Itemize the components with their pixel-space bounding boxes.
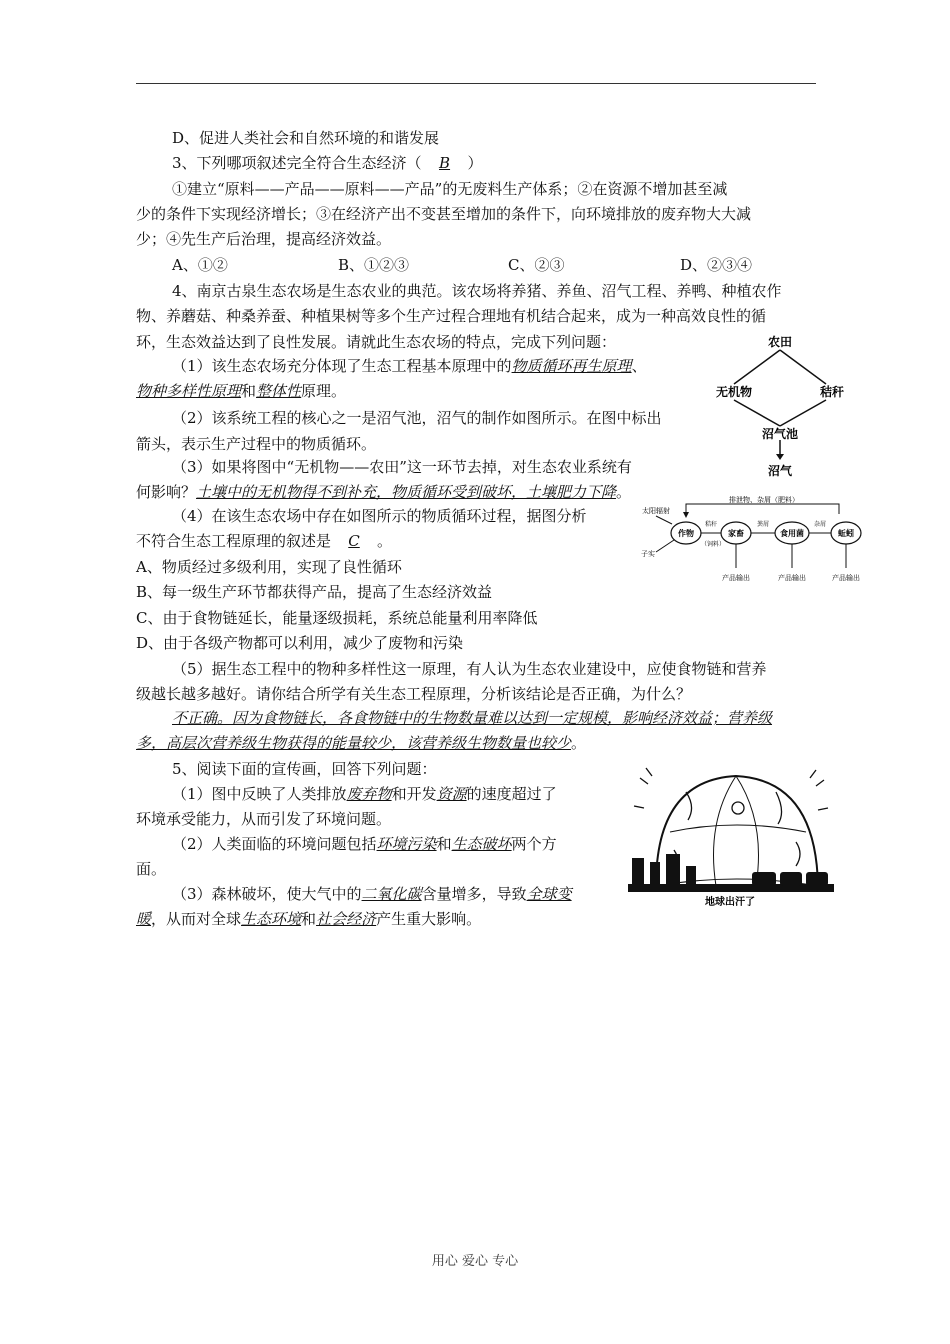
answer-p2-a1: 环境污染 — [376, 835, 437, 853]
q4-body-1: 4、南京古泉生态农场是生态农业的典范。该农场将养猪、养鱼、沼气工程、养鸭、种植农作 — [172, 282, 782, 300]
page-footer: 用心 爱心 专心 — [431, 1254, 519, 1269]
diagram1-inorganic: 无机物 — [715, 385, 753, 399]
q5-sub-3-line1: （3）森林破坏，使大气中的二氧化碳含量增多，导致全球变 — [172, 885, 572, 903]
earth-sweating-poster — [626, 762, 836, 912]
q3-option-d: D、②③④ — [680, 256, 753, 274]
q4-sub-4-a: A、物质经过多级利用，实现了良性循环 — [136, 558, 402, 576]
q5-sub-2-line2: 面。 — [136, 860, 167, 878]
diagram1-straw: 秸秆 — [819, 385, 845, 399]
diagram2-top-label: 排泄物、杂屑（肥料） — [729, 496, 799, 504]
q5-sub-2-line1: （2）人类面临的环境问题包括环境污染和生态破坏两个方 — [172, 835, 557, 853]
material-cycle-diagram — [634, 496, 880, 590]
q3-body-3: 少；④先生产后治理，提高经济效益。 — [136, 230, 392, 248]
q5-sub-3-line2: 暖，从而对全球生态环境和社会经济产生重大影响。 — [136, 910, 482, 928]
answer-p1-a1: 废弃物 — [346, 785, 392, 803]
diagram2-output-3: 产品输出 — [832, 574, 860, 582]
diagram2-crop: 作物 — [678, 529, 694, 538]
q4-body-2: 物、养蘑菇、种桑养蚕、种植果树等多个生产过程合理地有机结合起来，成为一种高效良性的循 — [136, 307, 767, 325]
diagram2-output-1: 产品输出 — [722, 574, 750, 582]
q4-sub-1-cont: 物种多样性原理和整体性原理。 — [136, 382, 347, 400]
answer-q3: B — [439, 154, 451, 172]
diagram2-scraps: 杂屑 — [813, 521, 827, 528]
answer-s1-a1: 物质循环再生原理 — [511, 357, 632, 375]
biogas-cycle-diagram — [700, 330, 860, 480]
q4-sub-3-line2: 何影响？土壤中的无机物得不到补充，物质循环受到破坏，土壤肥力下降。 — [136, 483, 632, 501]
header-rule — [136, 83, 816, 84]
answer-s1-a3: 整体性 — [256, 382, 302, 400]
q5-sub-1-line1: （1）图中反映了人类排放废弃物和开发资源的速度超过了 — [172, 785, 557, 803]
q4-sub-5-line2: 级越长越多越好。请你结合所学有关生态工程原理，分析该结论是否正确，为什么？ — [136, 685, 692, 703]
diagram2-worm: 蚯蚓 — [838, 529, 854, 538]
q3-body-1: ①建立“原料——产品——原料——产品”的无废料生产体系；②在资源不增加甚至减 — [172, 180, 728, 198]
answer-p3-a1: 二氧化碳 — [361, 885, 422, 903]
q3-option-a: A、①② — [172, 256, 228, 274]
q4-sub-4-d: D、由于各级产物都可以利用，减少了废物和污染 — [136, 634, 464, 652]
diagram1-farmland: 农田 — [767, 335, 793, 349]
q4-sub-2-line1: （2）该系统工程的核心之一是沼气池，沼气的制作如图所示。在图中标出 — [172, 409, 662, 427]
diagram2-fungi: 食用菌 — [780, 529, 804, 538]
diagram2-sun: 太阳辐射 — [642, 507, 670, 515]
diagram2-livestock: 家畜 — [728, 529, 744, 538]
q4-sub-5-line1: （5）据生态工程中的物种多样性这一原理，有人认为生态农业建设中，应使食物链和营养 — [172, 660, 767, 678]
question-5: 5、阅读下面的宣传画，回答下列问题： — [172, 760, 437, 778]
diagram2-seed: 子实 — [641, 550, 655, 558]
answer-s1-a2: 物种多样性原理 — [136, 382, 242, 400]
answer-s5-line1: 不正确。因为食物链长，各食物链中的生物数量难以达到一定规模，影响经济效益；营养级 — [172, 709, 773, 727]
answer-s3: 土壤中的无机物得不到补充，物质循环受到破坏，土壤肥力下降 — [196, 483, 617, 501]
q4-body-3: 环，生态效益达到了良性发展。请就此生态农场的特点，完成下列问题： — [136, 333, 617, 351]
option-d: D、促进人类社会和自然环境的和谐发展 — [172, 129, 440, 147]
q5-sub-1-line2: 环境承受能力，从而引发了环境问题。 — [136, 810, 392, 828]
diagram1-biogas-pit: 沼气池 — [761, 427, 799, 441]
q4-sub-1: （1）该生态农场充分体现了生态工程基本原理中的物质循环再生原理、 — [172, 357, 647, 375]
q4-sub-4-c: C、由于食物链延长，能量逐级损耗，系统总能量利用率降低 — [136, 609, 538, 627]
answer-p3-a2: 全球变 — [526, 885, 572, 903]
answer-p3-a3: 生态环境 — [241, 910, 302, 928]
q3-option-c: C、②③ — [508, 256, 565, 274]
diagram2-output-2: 产品输出 — [778, 574, 806, 582]
poster-caption: 地球出汗了 — [705, 897, 755, 908]
diagram2-manure: 粪屑 — [756, 521, 770, 528]
answer-p3-a4: 社会经济 — [316, 910, 377, 928]
q4-sub-4-line1: （4）在该生态农场中存在如图所示的物质循环过程，据图分析 — [172, 507, 587, 525]
answer-s5-line2: 多，高层次营养级生物获得的能量较少，该营养级生物数量也较少。 — [136, 734, 587, 752]
q3-body-2: 少的条件下实现经济增长；③在经济产出不变甚至增加的条件下，向环境排放的废弃物大大减 — [136, 205, 752, 223]
q4-sub-4-line2: 不符合生态工程原理的叙述是 C 。 — [136, 532, 393, 550]
q3-option-b: B、①②③ — [338, 256, 410, 274]
answer-s4: C — [348, 532, 360, 550]
answer-p2-a2: 生态破坏 — [451, 835, 512, 853]
question-3: 3、下列哪项叙述完全符合生态经济（ B ） — [172, 154, 483, 172]
q4-sub-3-line1: （3）如果将图中“无机物——农田”这一环节去掉，对生态农业系统有 — [172, 458, 632, 476]
q4-sub-2-line2: 箭头，表示生产过程中的物质循环。 — [136, 435, 377, 453]
answer-p1-a2: 资源 — [436, 785, 467, 803]
diagram2-straw: 秸秆 — [704, 521, 718, 528]
diagram2-feed: （饲料） — [700, 541, 726, 548]
diagram1-biogas: 沼气 — [767, 464, 793, 478]
q4-sub-4-b: B、每一级生产环节都获得产品，提高了生态经济效益 — [136, 583, 493, 601]
